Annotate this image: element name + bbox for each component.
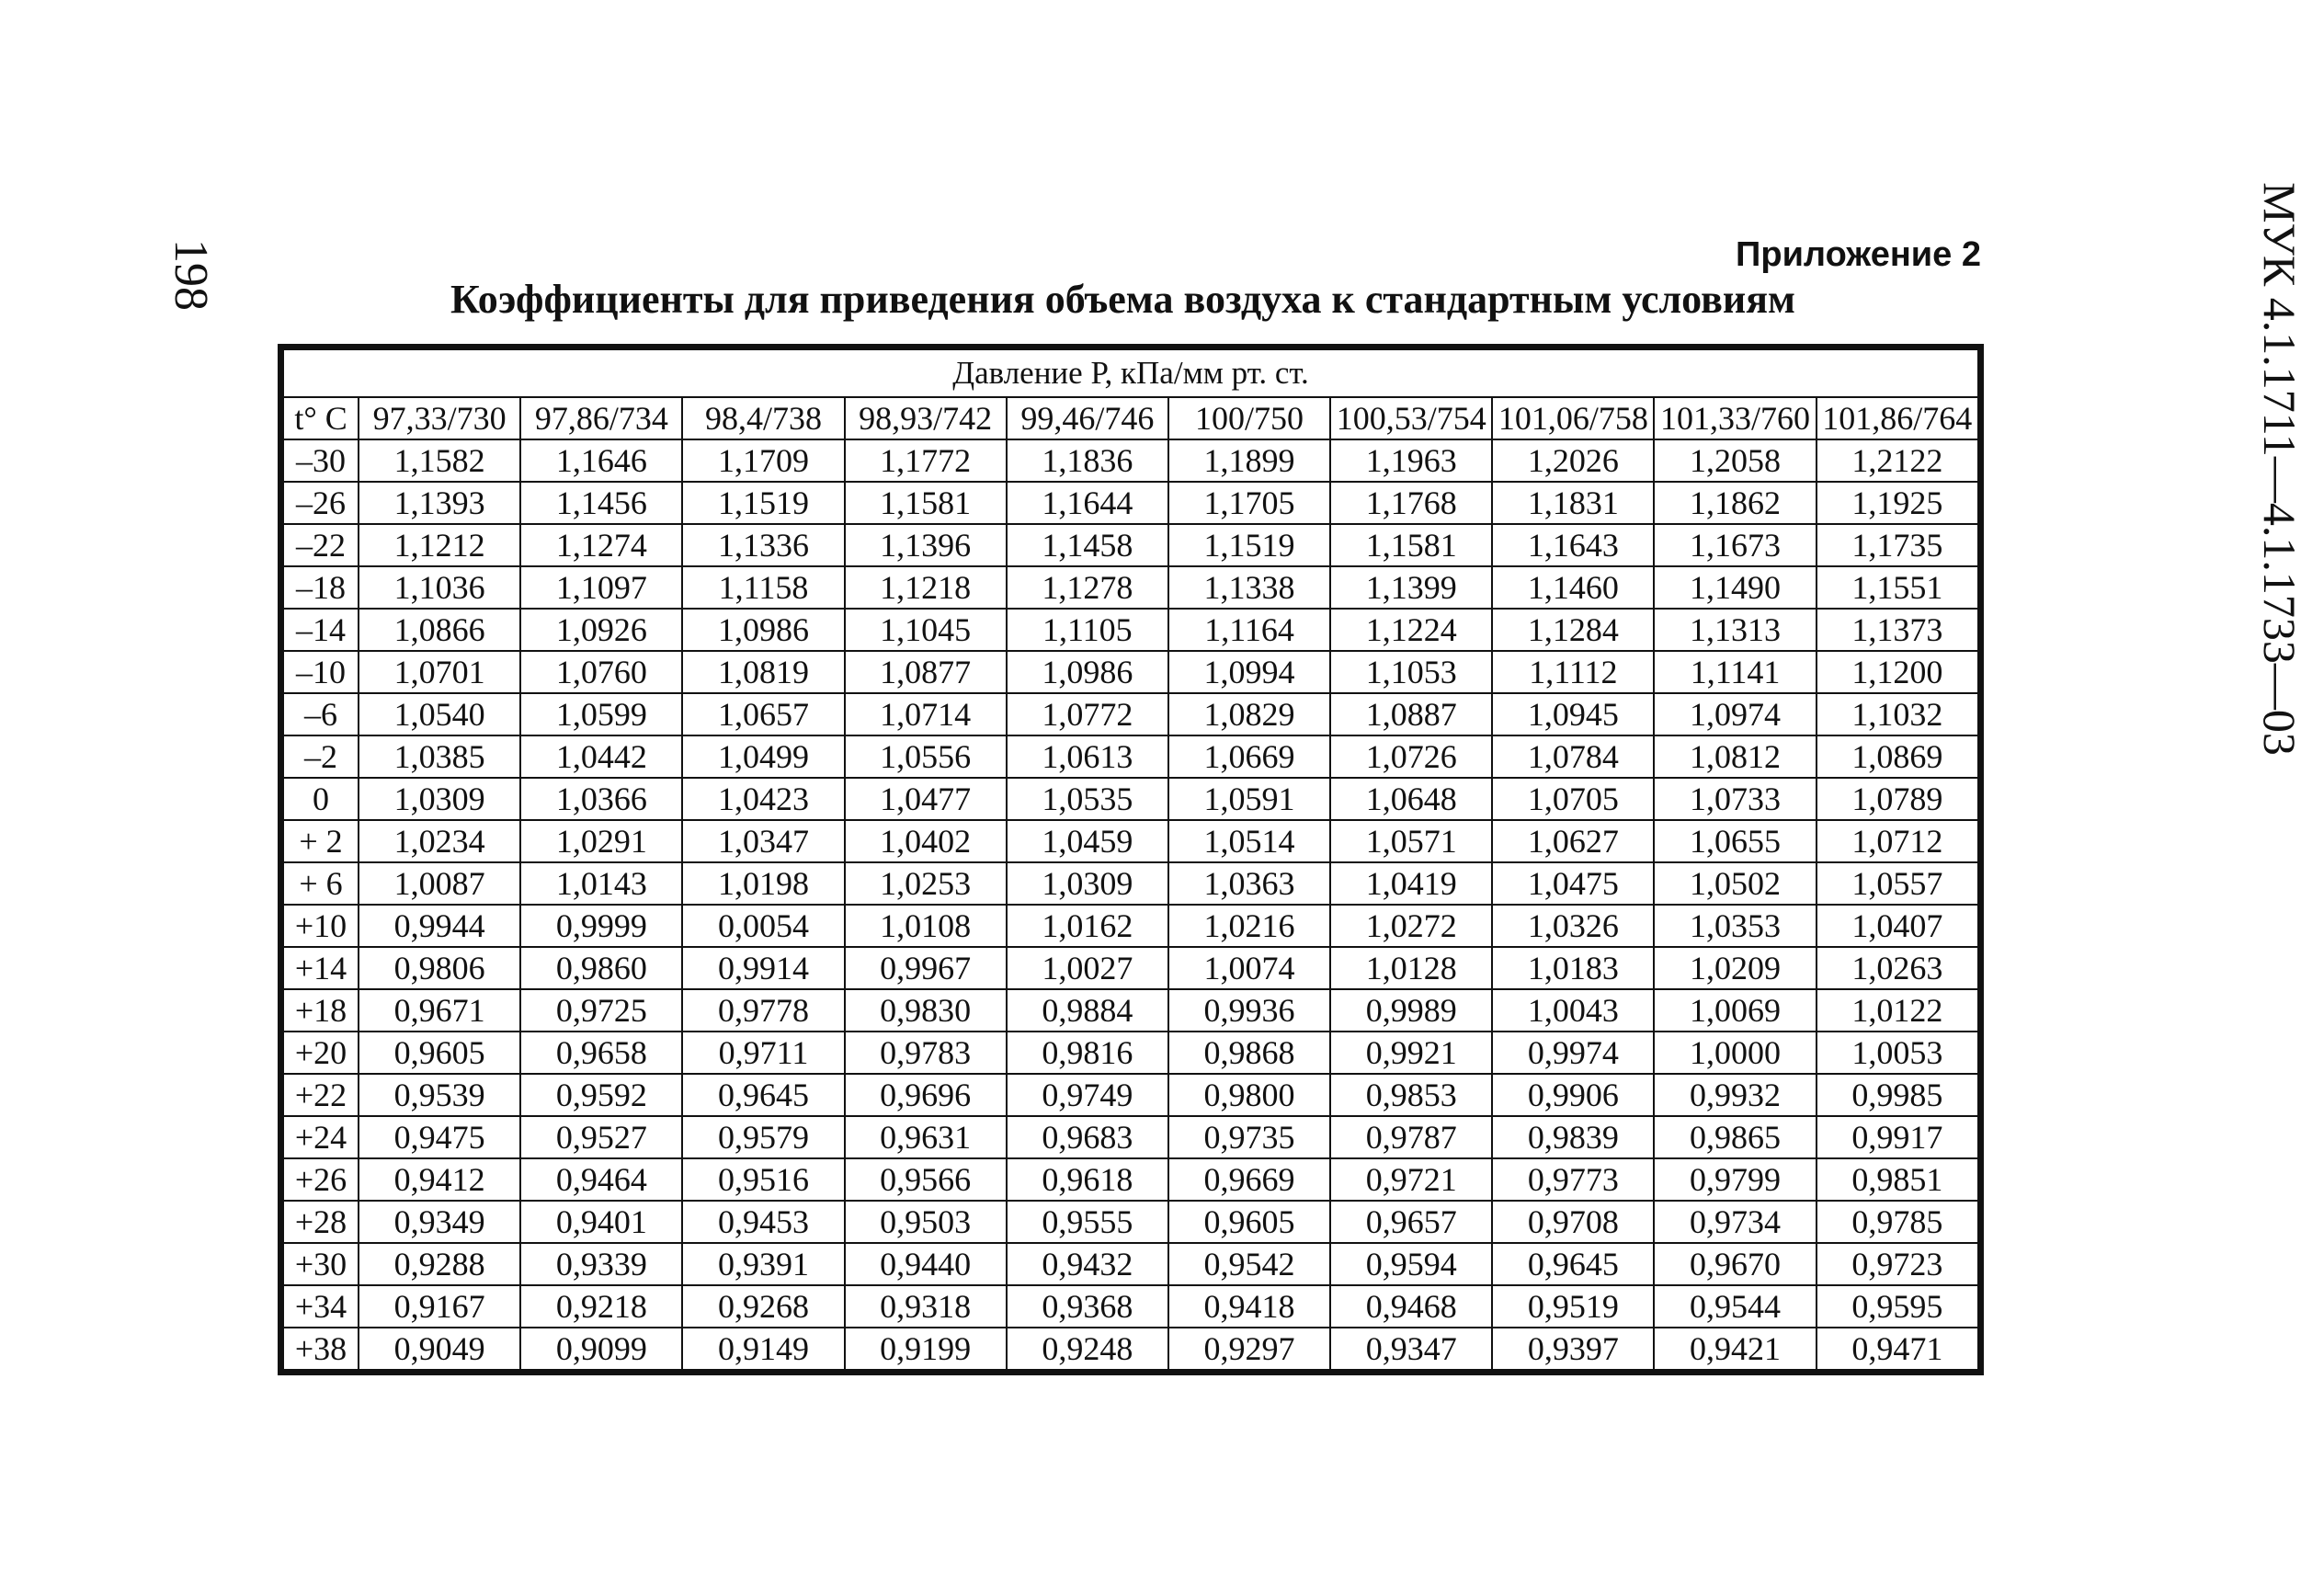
coefficient-cell: 1,1399 (1330, 566, 1492, 609)
temperature-cell: 0 (283, 778, 359, 820)
coefficient-cell: 0,9516 (682, 1158, 844, 1201)
coefficient-cell: 1,1212 (359, 524, 520, 566)
coefficient-cell: 0,9595 (1817, 1285, 1978, 1328)
coefficient-cell: 0,9471 (1817, 1328, 1978, 1370)
coefficient-cell: 0,9592 (520, 1074, 682, 1116)
coefficient-cell: 0,9868 (1168, 1032, 1330, 1074)
coefficient-cell: 0,9544 (1654, 1285, 1816, 1328)
coefficient-cell: 0,9339 (520, 1243, 682, 1285)
coefficient-cell: 0,9468 (1330, 1285, 1492, 1328)
table-row (283, 566, 1978, 609)
coefficient-cell: 1,0419 (1330, 862, 1492, 905)
coefficient-cell: 0,9696 (845, 1074, 1007, 1116)
table-row (283, 1285, 1978, 1328)
coefficient-cell: 1,0926 (520, 609, 682, 651)
table-row (283, 1201, 1978, 1243)
coefficient-cell: 1,1105 (1007, 609, 1168, 651)
temperature-cell: –18 (283, 566, 359, 609)
coefficient-cell: 1,1278 (1007, 566, 1168, 609)
pressure-column-header: 101,33/760 (1654, 397, 1816, 439)
coefficient-cell: 0,9503 (845, 1201, 1007, 1243)
coefficient-cell: 1,0459 (1007, 820, 1168, 862)
coefficient-cell: 0,9787 (1330, 1116, 1492, 1158)
coefficient-cell: 1,0143 (520, 862, 682, 905)
coefficient-cell: 1,1338 (1168, 566, 1330, 609)
coefficient-cell: 0,9464 (520, 1158, 682, 1201)
coefficient-cell: 0,9539 (359, 1074, 520, 1116)
temperature-cell: +34 (283, 1285, 359, 1328)
coefficient-cell: 0,9711 (682, 1032, 844, 1074)
coefficient-cell: 0,9579 (682, 1116, 844, 1158)
coefficient-cell: 1,0385 (359, 735, 520, 778)
coefficient-cell: 0,9475 (359, 1116, 520, 1158)
coefficient-cell: 0,9670 (1654, 1243, 1816, 1285)
coefficient-cell: 1,0887 (1330, 693, 1492, 735)
coefficient-cell: 1,0074 (1168, 947, 1330, 989)
pressure-column-header: 100/750 (1168, 397, 1330, 439)
coefficient-cell: 1,1141 (1654, 651, 1816, 693)
coefficient-cell: 1,0599 (520, 693, 682, 735)
table-row (283, 735, 1978, 778)
coefficient-cell: 0,9839 (1492, 1116, 1654, 1158)
coefficient-cell: 1,0366 (520, 778, 682, 820)
temperature-cell: +38 (283, 1328, 359, 1370)
coefficient-cell: 0,9785 (1817, 1201, 1978, 1243)
table-row (283, 693, 1978, 735)
temperature-cell: + 2 (283, 820, 359, 862)
coefficient-cell: 0,9519 (1492, 1285, 1654, 1328)
coefficient-cell: 0,9542 (1168, 1243, 1330, 1285)
temperature-cell: –6 (283, 693, 359, 735)
coefficient-cell: 1,0669 (1168, 735, 1330, 778)
coefficient-cell: 1,0027 (1007, 947, 1168, 989)
coefficient-cell: 0,9783 (845, 1032, 1007, 1074)
coefficient-cell: 0,9683 (1007, 1116, 1168, 1158)
coefficient-cell: 1,0198 (682, 862, 844, 905)
coefficient-cell: 0,9149 (682, 1328, 844, 1370)
coefficient-cell: 1,0326 (1492, 905, 1654, 947)
coefficient-cell: 1,2026 (1492, 439, 1654, 482)
pressure-caption-row (283, 349, 1978, 397)
table-row (283, 1074, 1978, 1116)
coefficient-cell: 1,0309 (359, 778, 520, 820)
coefficient-cell: 0,9799 (1654, 1158, 1816, 1201)
table-row (283, 1328, 1978, 1370)
coefficient-cell: 0,9989 (1330, 989, 1492, 1032)
coefficient-cell: 1,1673 (1654, 524, 1816, 566)
pressure-column-header: 97,86/734 (520, 397, 682, 439)
coefficient-cell: 1,0974 (1654, 693, 1816, 735)
coefficient-cell: 1,0945 (1492, 693, 1654, 735)
coefficient-cell: 1,0502 (1654, 862, 1816, 905)
coefficient-cell: 1,1274 (520, 524, 682, 566)
pressure-column-header: 97,33/730 (359, 397, 520, 439)
table-row (283, 947, 1978, 989)
coefficient-cell: 1,0122 (1817, 989, 1978, 1032)
coefficient-cell: 0,9669 (1168, 1158, 1330, 1201)
coefficient-cell: 1,0789 (1817, 778, 1978, 820)
coefficient-cell: 1,1646 (520, 439, 682, 482)
coefficient-cell: 1,1836 (1007, 439, 1168, 482)
coefficient-cell: 1,0000 (1654, 1032, 1816, 1074)
coefficient-cell: 1,1460 (1492, 566, 1654, 609)
coefficient-cell: 0,9555 (1007, 1201, 1168, 1243)
coefficient-cell: 1,0571 (1330, 820, 1492, 862)
pressure-caption: Давление Р, кПа/мм рт. ст. (283, 349, 1978, 397)
coefficient-cell: 0,9830 (845, 989, 1007, 1032)
coefficient-cell: 1,1899 (1168, 439, 1330, 482)
coefficient-cell: 1,1053 (1330, 651, 1492, 693)
coefficient-cell: 1,1224 (1330, 609, 1492, 651)
coefficient-cell: 1,0108 (845, 905, 1007, 947)
coefficient-cell: 1,0162 (1007, 905, 1168, 947)
coefficient-cell: 1,0613 (1007, 735, 1168, 778)
coefficient-cell: 0,9906 (1492, 1074, 1654, 1116)
coefficient-cell: 1,1373 (1817, 609, 1978, 651)
temperature-cell: + 6 (283, 862, 359, 905)
coefficient-cell: 1,0183 (1492, 947, 1654, 989)
coefficient-cell: 0,9721 (1330, 1158, 1492, 1201)
coefficient-cell: 0,9708 (1492, 1201, 1654, 1243)
coefficient-cell: 1,1158 (682, 566, 844, 609)
coefficient-cell: 1,1036 (359, 566, 520, 609)
coefficient-cell: 1,0994 (1168, 651, 1330, 693)
coefficient-cell: 1,1112 (1492, 651, 1654, 693)
coefficient-cell: 1,0701 (359, 651, 520, 693)
temperature-cell: +24 (283, 1116, 359, 1158)
coefficient-cell: 0,9851 (1817, 1158, 1978, 1201)
coefficient-cell: 0,9440 (845, 1243, 1007, 1285)
coefficients-table-frame (278, 344, 1984, 1375)
pressure-column-header: 99,46/746 (1007, 397, 1168, 439)
coefficient-cell: 0,9297 (1168, 1328, 1330, 1370)
coefficient-cell: 0,9218 (520, 1285, 682, 1328)
coefficient-cell: 1,1284 (1492, 609, 1654, 651)
coefficient-cell: 0,9248 (1007, 1328, 1168, 1370)
coefficient-cell: 0,9985 (1817, 1074, 1978, 1116)
coefficient-cell: 1,1519 (682, 482, 844, 524)
coefficient-cell: 1,1582 (359, 439, 520, 482)
column-header-row (283, 397, 1978, 439)
coefficient-cell: 0,9657 (1330, 1201, 1492, 1243)
coefficient-cell: 1,0272 (1330, 905, 1492, 947)
coefficient-cell: 0,9725 (520, 989, 682, 1032)
coefficient-cell: 0,9773 (1492, 1158, 1654, 1201)
temperature-cell: +28 (283, 1201, 359, 1243)
coefficient-cell: 1,1519 (1168, 524, 1330, 566)
coefficient-cell: 0,9967 (845, 947, 1007, 989)
coefficient-cell: 1,0733 (1654, 778, 1816, 820)
coefficient-cell: 1,0353 (1654, 905, 1816, 947)
coefficient-cell: 1,0043 (1492, 989, 1654, 1032)
coefficient-cell: 0,9412 (359, 1158, 520, 1201)
coefficient-cell: 1,0866 (359, 609, 520, 651)
table-row (283, 1158, 1978, 1201)
coefficient-cell: 1,0877 (845, 651, 1007, 693)
coefficient-cell: 1,1336 (682, 524, 844, 566)
coefficient-cell: 0,9199 (845, 1328, 1007, 1370)
coefficient-cell: 1,1218 (845, 566, 1007, 609)
coefficient-cell: 1,0053 (1817, 1032, 1978, 1074)
coefficient-cell: 0,9944 (359, 905, 520, 947)
coefficient-cell: 1,1925 (1817, 482, 1978, 524)
coefficient-cell: 1,1097 (520, 566, 682, 609)
pressure-column-header: 98,4/738 (682, 397, 844, 439)
temperature-cell: –26 (283, 482, 359, 524)
temperature-cell: –30 (283, 439, 359, 482)
coefficient-cell: 1,0291 (520, 820, 682, 862)
coefficient-cell: 1,0655 (1654, 820, 1816, 862)
coefficient-cell: 1,1862 (1654, 482, 1816, 524)
coefficient-cell: 0,9921 (1330, 1032, 1492, 1074)
coefficient-cell: 1,0209 (1654, 947, 1816, 989)
coefficient-cell: 0,9268 (682, 1285, 844, 1328)
coefficient-cell: 0,9605 (359, 1032, 520, 1074)
coefficient-cell: 0,9734 (1654, 1201, 1816, 1243)
coefficient-cell: 1,0216 (1168, 905, 1330, 947)
table-row (283, 989, 1978, 1032)
temperature-cell: +14 (283, 947, 359, 989)
coefficient-cell: 0,9860 (520, 947, 682, 989)
table-row (283, 651, 1978, 693)
coefficient-cell: 1,1045 (845, 609, 1007, 651)
coefficient-cell: 1,0535 (1007, 778, 1168, 820)
coefficient-cell: 0,9418 (1168, 1285, 1330, 1328)
temperature-cell: +22 (283, 1074, 359, 1116)
coefficient-cell: 1,1490 (1654, 566, 1816, 609)
coefficient-cell: 0,0054 (682, 905, 844, 947)
table-row (283, 862, 1978, 905)
table-row (283, 778, 1978, 820)
table-row (283, 609, 1978, 651)
table-row (283, 1032, 1978, 1074)
coefficient-cell: 0,9816 (1007, 1032, 1168, 1074)
table-title: Коэффициенты для приведения объема воздуха к стандартным условиям (450, 277, 1795, 322)
coefficient-cell: 1,0714 (845, 693, 1007, 735)
coefficient-cell: 1,1458 (1007, 524, 1168, 566)
coefficient-cell: 1,0819 (682, 651, 844, 693)
coefficient-cell: 1,2122 (1817, 439, 1978, 482)
coefficient-cell: 0,9391 (682, 1243, 844, 1285)
coefficient-cell: 0,9645 (1492, 1243, 1654, 1285)
table-row (283, 820, 1978, 862)
coefficient-cell: 1,0477 (845, 778, 1007, 820)
coefficient-cell: 1,0540 (359, 693, 520, 735)
coefficient-cell: 1,0784 (1492, 735, 1654, 778)
temperature-cell: +20 (283, 1032, 359, 1074)
coefficient-cell: 0,9049 (359, 1328, 520, 1370)
document-code: МУК 4.1.1711—4.1.1733—03 (2254, 182, 2306, 756)
temperature-cell: +10 (283, 905, 359, 947)
coefficient-cell: 1,0363 (1168, 862, 1330, 905)
coefficient-cell: 1,1705 (1168, 482, 1330, 524)
coefficient-cell: 1,0234 (359, 820, 520, 862)
coefficient-cell: 1,1032 (1817, 693, 1978, 735)
coefficient-cell: 1,0499 (682, 735, 844, 778)
coefficient-cell: 1,0475 (1492, 862, 1654, 905)
coefficient-cell: 1,0812 (1654, 735, 1816, 778)
coefficient-cell: 1,1735 (1817, 524, 1978, 566)
coefficient-cell: 1,1643 (1492, 524, 1654, 566)
coefficient-cell: 1,0591 (1168, 778, 1330, 820)
coefficient-cell: 1,0309 (1007, 862, 1168, 905)
coefficient-cell: 0,9735 (1168, 1116, 1330, 1158)
coefficient-cell: 1,0347 (682, 820, 844, 862)
coefficient-cell: 0,9932 (1654, 1074, 1816, 1116)
table-row (283, 1116, 1978, 1158)
coefficient-cell: 1,0556 (845, 735, 1007, 778)
coefficient-cell: 0,9800 (1168, 1074, 1330, 1116)
coefficient-cell: 0,9527 (520, 1116, 682, 1158)
temperature-cell: –22 (283, 524, 359, 566)
coefficient-cell: 1,0128 (1330, 947, 1492, 989)
coefficient-cell: 0,9397 (1492, 1328, 1654, 1370)
pressure-column-header: 101,86/764 (1817, 397, 1978, 439)
coefficient-cell: 0,9853 (1330, 1074, 1492, 1116)
coefficient-cell: 0,9974 (1492, 1032, 1654, 1074)
coefficient-cell: 1,0986 (1007, 651, 1168, 693)
coefficient-cell: 1,0557 (1817, 862, 1978, 905)
table-row (283, 524, 1978, 566)
coefficient-cell: 1,0772 (1007, 693, 1168, 735)
coefficient-cell: 1,1963 (1330, 439, 1492, 482)
coefficient-cell: 0,9349 (359, 1201, 520, 1243)
table-row (283, 439, 1978, 482)
coefficient-cell: 1,0069 (1654, 989, 1816, 1032)
coefficient-cell: 0,9099 (520, 1328, 682, 1370)
coefficient-cell: 0,9914 (682, 947, 844, 989)
coefficient-cell: 1,0648 (1330, 778, 1492, 820)
coefficient-cell: 1,0829 (1168, 693, 1330, 735)
temperature-cell: +26 (283, 1158, 359, 1201)
coefficient-cell: 1,0705 (1492, 778, 1654, 820)
coefficient-cell: 0,9453 (682, 1201, 844, 1243)
pressure-column-header: 98,93/742 (845, 397, 1007, 439)
coefficient-cell: 0,9645 (682, 1074, 844, 1116)
coefficient-cell: 1,0514 (1168, 820, 1330, 862)
coefficient-cell: 1,0657 (682, 693, 844, 735)
coefficient-cell: 0,9347 (1330, 1328, 1492, 1370)
coefficient-cell: 1,1313 (1654, 609, 1816, 651)
coefficient-cell: 1,1164 (1168, 609, 1330, 651)
coefficient-cell: 1,0627 (1492, 820, 1654, 862)
coefficient-cell: 0,9288 (359, 1243, 520, 1285)
page-number: 198 (165, 239, 217, 311)
coefficient-cell: 0,9999 (520, 905, 682, 947)
table-row (283, 1243, 1978, 1285)
coefficient-cell: 0,9318 (845, 1285, 1007, 1328)
coefficient-cell: 1,0087 (359, 862, 520, 905)
coefficient-cell: 1,1200 (1817, 651, 1978, 693)
coefficient-cell: 1,0986 (682, 609, 844, 651)
coefficient-cell: 0,9658 (520, 1032, 682, 1074)
coefficient-cell: 1,0253 (845, 862, 1007, 905)
coefficient-cell: 1,1709 (682, 439, 844, 482)
pressure-column-header: 101,06/758 (1492, 397, 1654, 439)
coefficient-cell: 1,1396 (845, 524, 1007, 566)
temperature-cell: –2 (283, 735, 359, 778)
coefficient-cell: 0,9167 (359, 1285, 520, 1328)
coefficient-cell: 1,1456 (520, 482, 682, 524)
coefficient-cell: 0,9884 (1007, 989, 1168, 1032)
coefficient-cell: 0,9421 (1654, 1328, 1816, 1370)
coefficient-cell: 1,0760 (520, 651, 682, 693)
coefficient-cell: 0,9749 (1007, 1074, 1168, 1116)
coefficients-table (282, 348, 1979, 1371)
appendix-label: Приложение 2 (1736, 235, 1981, 274)
coefficient-cell: 0,9618 (1007, 1158, 1168, 1201)
coefficient-cell: 0,9723 (1817, 1243, 1978, 1285)
coefficient-cell: 1,1581 (1330, 524, 1492, 566)
coefficient-cell: 1,1551 (1817, 566, 1978, 609)
coefficient-cell: 1,0869 (1817, 735, 1978, 778)
coefficient-cell: 1,1644 (1007, 482, 1168, 524)
coefficient-cell: 0,9631 (845, 1116, 1007, 1158)
temperature-cell: –10 (283, 651, 359, 693)
coefficient-cell: 1,1581 (845, 482, 1007, 524)
coefficient-cell: 1,0402 (845, 820, 1007, 862)
coefficient-cell: 0,9368 (1007, 1285, 1168, 1328)
coefficient-cell: 1,1772 (845, 439, 1007, 482)
coefficient-cell: 0,9566 (845, 1158, 1007, 1201)
coefficient-cell: 0,9936 (1168, 989, 1330, 1032)
coefficient-cell: 0,9605 (1168, 1201, 1330, 1243)
coefficient-cell: 1,0423 (682, 778, 844, 820)
table-row (283, 482, 1978, 524)
coefficient-cell: 0,9917 (1817, 1116, 1978, 1158)
pressure-column-header: 100,53/754 (1330, 397, 1492, 439)
coefficient-cell: 1,1768 (1330, 482, 1492, 524)
coefficient-cell: 0,9594 (1330, 1243, 1492, 1285)
coefficient-cell: 1,0407 (1817, 905, 1978, 947)
coefficient-cell: 1,1393 (359, 482, 520, 524)
table-body (283, 439, 1978, 1370)
temperature-cell: –14 (283, 609, 359, 651)
coefficient-cell: 1,2058 (1654, 439, 1816, 482)
coefficient-cell: 0,9806 (359, 947, 520, 989)
coefficient-cell: 0,9778 (682, 989, 844, 1032)
coefficient-cell: 1,0442 (520, 735, 682, 778)
coefficient-cell: 0,9432 (1007, 1243, 1168, 1285)
temperature-cell: +18 (283, 989, 359, 1032)
temperature-cell: +30 (283, 1243, 359, 1285)
temperature-column-header: t° C (283, 397, 359, 439)
coefficient-cell: 0,9865 (1654, 1116, 1816, 1158)
coefficient-cell: 1,0712 (1817, 820, 1978, 862)
coefficient-cell: 1,0726 (1330, 735, 1492, 778)
coefficient-cell: 0,9671 (359, 989, 520, 1032)
coefficient-cell: 0,9401 (520, 1201, 682, 1243)
table-row (283, 905, 1978, 947)
coefficient-cell: 1,0263 (1817, 947, 1978, 989)
coefficient-cell: 1,1831 (1492, 482, 1654, 524)
